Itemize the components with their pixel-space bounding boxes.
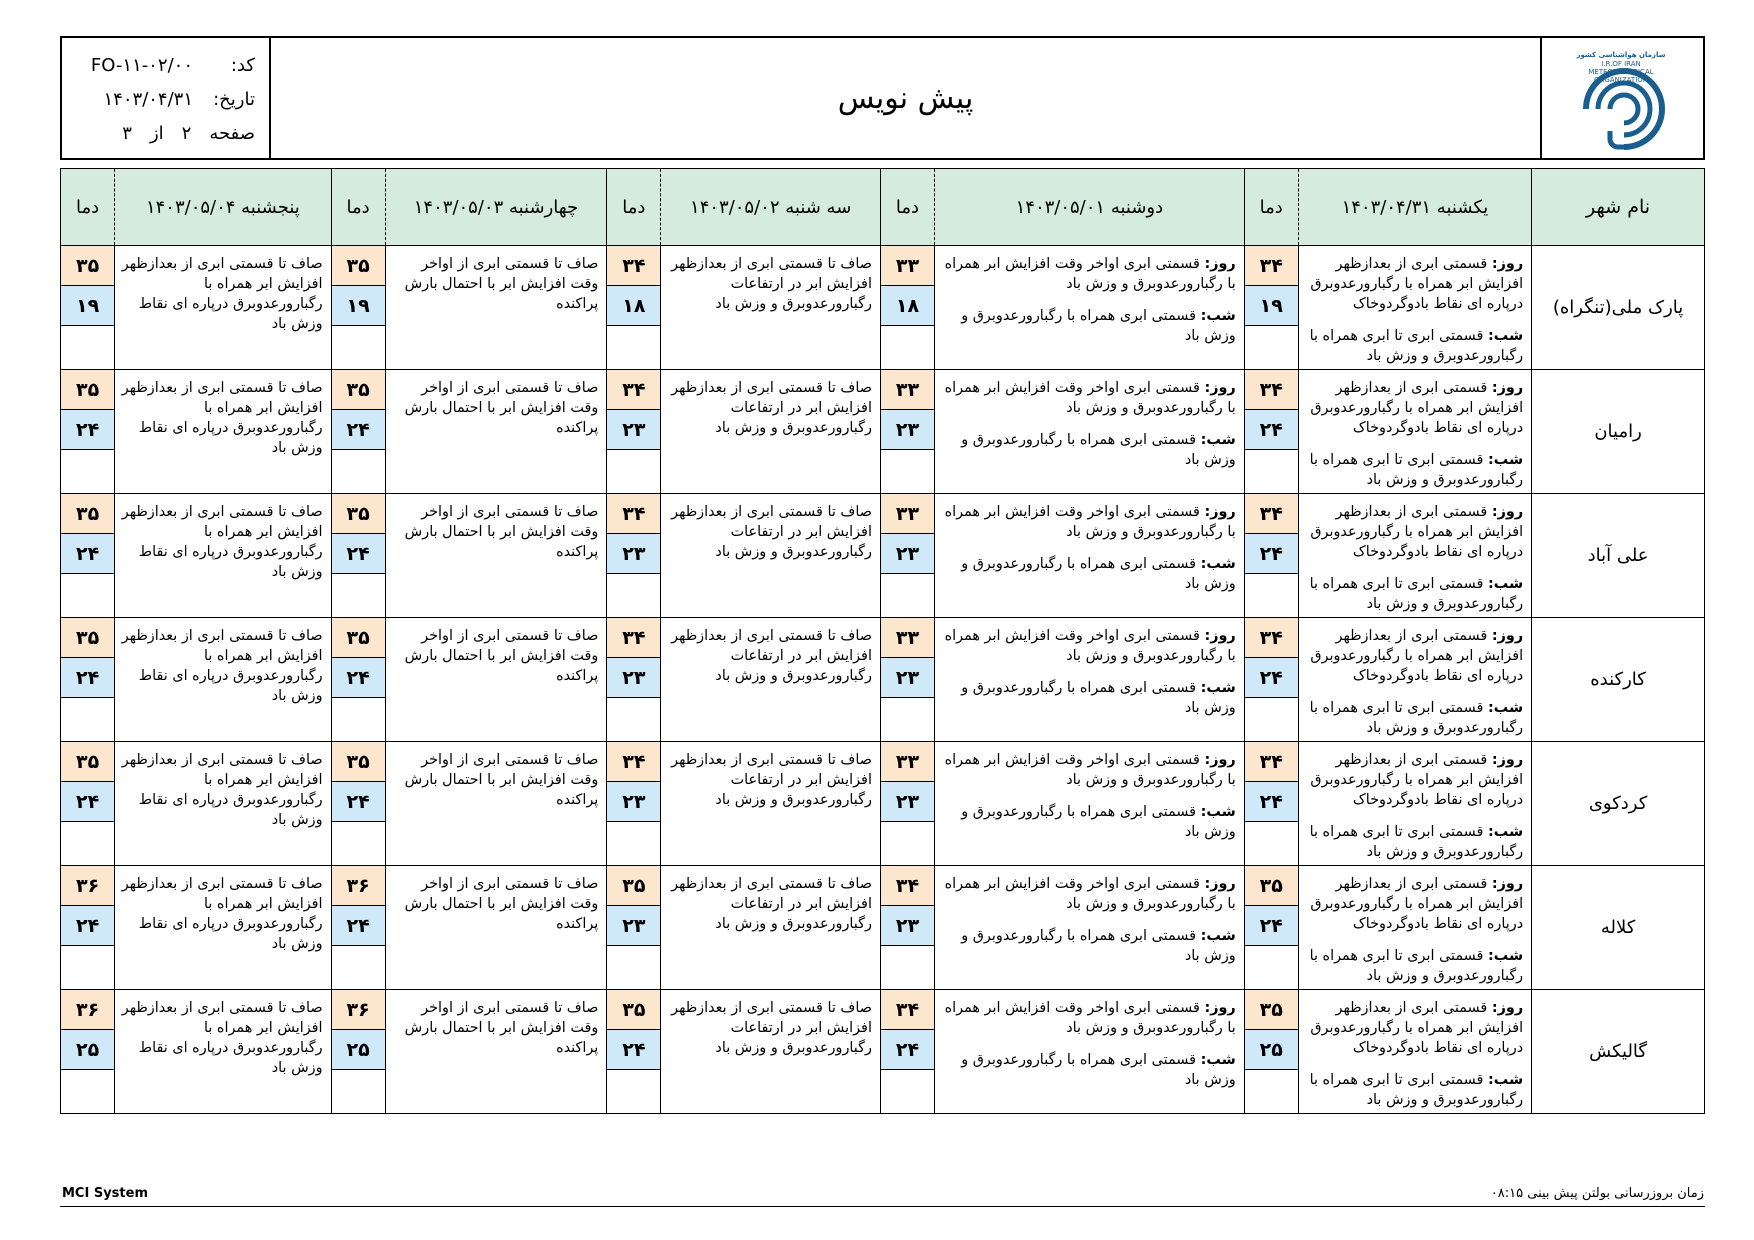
temp-column-header: دما: [607, 169, 661, 246]
temperature-cell: [1244, 990, 1298, 1114]
night-forecast-text: قسمتی ابری تا ابری همراه با رگبارورعدوبرق و وزش باد: [1309, 328, 1524, 364]
max-temp: ۳۵: [1245, 866, 1298, 906]
forecast-cell: [115, 990, 331, 1114]
night-forecast-text: قسمتی ابری همراه با رگبارورعدوبرق و وزش باد: [961, 308, 1236, 344]
min-temp: ۲۵: [332, 1030, 385, 1070]
max-temp: ۳۴: [1245, 370, 1298, 410]
min-temp: ۲۴: [332, 906, 385, 946]
min-temp: ۲۴: [1245, 782, 1298, 822]
forecast-text: صاف تا قسمتی ابری از بعدازظهر افزایش ابر در ارتفاعات رگبارورعدوبرق و وزش باد: [671, 1000, 872, 1056]
forecast-text: صاف تا قسمتی ابری از اواخر وقت افزایش ابر با احتمال بارش پراکنده: [404, 256, 599, 312]
update-label: زمان بروزرسانی بولتن پیش بینی: [1527, 1186, 1704, 1201]
day-forecast: [1305, 874, 1523, 934]
day-label: روز:: [1491, 628, 1524, 644]
night-forecast: [941, 554, 1236, 594]
min-temp: ۲۴: [607, 1030, 660, 1070]
table-row: [61, 866, 1705, 990]
forecast-cell: [385, 866, 607, 990]
max-temp: ۳۵: [1245, 990, 1298, 1030]
night-label: شب:: [1200, 928, 1236, 944]
temperature-cell: [331, 866, 385, 990]
night-label: شب:: [1200, 1052, 1236, 1068]
day-label: روز:: [1204, 628, 1236, 644]
night-forecast-text: قسمتی ابری همراه با رگبارورعدوبرق و وزش باد: [961, 680, 1236, 716]
temperature-cell: [1244, 494, 1298, 618]
forecast-text: صاف تا قسمتی ابری از اواخر وقت افزایش ابر با احتمال بارش پراکنده: [404, 504, 599, 560]
city-name: کردکوی: [1532, 742, 1705, 866]
max-temp: ۳۳: [881, 742, 934, 782]
forecast-cell: [935, 494, 1245, 618]
day-label: روز:: [1204, 504, 1236, 520]
forecast-text: صاف تا قسمتی ابری از اواخر وقت افزایش ابر با احتمال بارش پراکنده: [404, 380, 599, 436]
temperature-cell: [1244, 370, 1298, 494]
forecast-text: صاف تا قسمتی ابری از بعدازظهر افزایش ابر همراه با رگبارورعدوبرق درپاره ای نقاط وزش باد: [121, 380, 323, 456]
night-forecast-text: قسمتی ابری همراه با رگبارورعدوبرق و وزش باد: [961, 1052, 1236, 1088]
night-forecast-text: قسمتی ابری تا ابری همراه با رگبارورعدوبرق و وزش باد: [1309, 576, 1524, 612]
table-row: [61, 246, 1705, 370]
max-temp: ۳۵: [332, 742, 385, 782]
max-temp: ۳۵: [61, 742, 114, 782]
max-temp: ۳۴: [1245, 246, 1298, 286]
max-temp: ۳۵: [61, 370, 114, 410]
forecast-cell: [661, 742, 881, 866]
min-temp: ۲۴: [332, 534, 385, 574]
forecast-text: صاف تا قسمتی ابری از بعدازظهر افزایش ابر در ارتفاعات رگبارورعدوبرق و وزش باد: [671, 380, 872, 436]
day-column-header: پنجشنبه ۱۴۰۳/۰۵/۰۴: [115, 169, 331, 246]
city-name: علی آباد: [1532, 494, 1705, 618]
max-temp: ۳۵: [332, 246, 385, 286]
logo-cell: [1540, 38, 1703, 158]
forecast-cell: [1298, 866, 1531, 990]
min-temp: ۲۴: [1245, 410, 1298, 450]
min-temp: ۲۴: [61, 658, 114, 698]
max-temp: ۳۴: [607, 618, 660, 658]
table-row: [61, 370, 1705, 494]
temp-column-header: دما: [61, 169, 115, 246]
max-temp: ۳۳: [881, 370, 934, 410]
forecast-cell: [1298, 990, 1531, 1114]
min-temp: ۱۹: [61, 286, 114, 326]
temperature-cell: [1244, 866, 1298, 990]
night-label: شب:: [1200, 680, 1236, 696]
table-row: [61, 742, 1705, 866]
day-forecast-text: قسمتی ابری اواخر وقت افزایش ابر همراه با رگبارورعدوبرق و وزش باد: [944, 1000, 1236, 1036]
meteorological-organization-logo: [1548, 43, 1698, 153]
day-label: روز:: [1204, 256, 1236, 272]
temperature-cell: [331, 246, 385, 370]
forecast-cell: [1298, 370, 1531, 494]
max-temp: ۳۴: [607, 246, 660, 286]
night-forecast: [941, 430, 1236, 470]
min-temp: ۲۳: [607, 534, 660, 574]
day-forecast-text: قسمتی ابری اواخر وقت افزایش ابر همراه با رگبارورعدوبرق و وزش باد: [944, 752, 1236, 788]
day-column-header: چهارشنبه ۱۴۰۳/۰۵/۰۳: [385, 169, 607, 246]
temperature-cell: [880, 990, 934, 1114]
temperature-cell: [61, 494, 115, 618]
city-name: رامیان: [1532, 370, 1705, 494]
max-temp: ۳۴: [1245, 494, 1298, 534]
temperature-cell: [607, 866, 661, 990]
day-column-header: دوشنبه ۱۴۰۳/۰۵/۰۱: [935, 169, 1245, 246]
max-temp: ۳۶: [332, 866, 385, 906]
forecast-cell: [661, 618, 881, 742]
temperature-cell: [61, 246, 115, 370]
day-forecast-text: قسمتی ابری از بعدازظهر افزایش ابر همراه با رگبارورعدوبرق درپاره ای نقاط بادوگردوخاک: [1310, 1000, 1524, 1056]
night-forecast-text: قسمتی ابری همراه با رگبارورعدوبرق و وزش باد: [961, 928, 1236, 964]
day-forecast: [1305, 378, 1523, 438]
table-row: [61, 990, 1705, 1114]
forecast-cell: [115, 494, 331, 618]
temp-column-header: دما: [331, 169, 385, 246]
min-temp: ۲۳: [607, 658, 660, 698]
temperature-cell: [880, 742, 934, 866]
day-label: روز:: [1491, 1000, 1524, 1016]
system-label: MCI System: [62, 1186, 148, 1201]
day-forecast: [1305, 998, 1523, 1058]
forecast-cell: [115, 742, 331, 866]
night-forecast: [941, 802, 1236, 842]
temperature-cell: [61, 370, 115, 494]
max-temp: ۳۳: [881, 246, 934, 286]
min-temp: ۲۳: [607, 782, 660, 822]
night-forecast: [941, 1050, 1236, 1090]
code-row: [76, 48, 255, 82]
night-forecast-text: قسمتی ابری همراه با رگبارورعدوبرق و وزش باد: [961, 804, 1236, 840]
forecast-text: صاف تا قسمتی ابری از بعدازظهر افزایش ابر در ارتفاعات رگبارورعدوبرق و وزش باد: [671, 752, 872, 808]
min-temp: ۲۴: [1245, 658, 1298, 698]
document-meta: [62, 38, 271, 158]
day-forecast: [941, 254, 1236, 294]
date-value: ۱۴۰۳/۰۴/۳۱: [103, 88, 193, 110]
temperature-cell: [331, 742, 385, 866]
night-forecast: [1305, 574, 1523, 614]
forecast-cell: [115, 618, 331, 742]
night-label: شب:: [1487, 452, 1524, 468]
max-temp: ۳۴: [1245, 742, 1298, 782]
max-temp: ۳۶: [332, 990, 385, 1030]
night-forecast-text: قسمتی ابری تا ابری همراه با رگبارورعدوبرق و وزش باد: [1309, 700, 1524, 736]
temperature-cell: [607, 618, 661, 742]
page-number: ۲: [181, 122, 192, 144]
forecast-cell: [385, 618, 607, 742]
day-forecast: [941, 874, 1236, 914]
forecast-text: صاف تا قسمتی ابری از بعدازظهر افزایش ابر همراه با رگبارورعدوبرق درپاره ای نقاط وزش باد: [121, 876, 323, 952]
day-label: روز:: [1491, 752, 1524, 768]
max-temp: ۳۴: [1245, 618, 1298, 658]
page-row: [76, 116, 255, 150]
min-temp: ۲۴: [332, 410, 385, 450]
forecast-cell: [661, 990, 881, 1114]
date-label: تاریخ:: [213, 88, 255, 110]
temperature-cell: [607, 494, 661, 618]
day-forecast-text: قسمتی ابری از بعدازظهر افزایش ابر همراه با رگبارورعدوبرق درپاره ای نقاط بادوگردوخاک: [1310, 504, 1524, 560]
night-label: شب:: [1487, 1072, 1524, 1088]
forecast-cell: [385, 246, 607, 370]
temperature-cell: [607, 370, 661, 494]
min-temp: ۲۳: [881, 658, 934, 698]
night-forecast: [941, 306, 1236, 346]
day-forecast-text: قسمتی ابری از بعدازظهر افزایش ابر همراه با رگبارورعدوبرق درپاره ای نقاط بادوگردوخاک: [1310, 256, 1524, 312]
city-name: کلاله: [1532, 866, 1705, 990]
day-label: روز:: [1204, 1000, 1236, 1016]
max-temp: ۳۵: [61, 618, 114, 658]
forecast-text: صاف تا قسمتی ابری از بعدازظهر افزایش ابر همراه با رگبارورعدوبرق درپاره ای نقاط وزش باد: [121, 504, 323, 580]
day-label: روز:: [1491, 876, 1524, 892]
day-label: روز:: [1491, 504, 1524, 520]
temperature-cell: [880, 494, 934, 618]
temperature-cell: [61, 742, 115, 866]
day-forecast-text: قسمتی ابری اواخر وقت افزایش ابر همراه با رگبارورعدوبرق و وزش باد: [944, 876, 1236, 912]
temperature-cell: [1244, 742, 1298, 866]
page-of: از: [149, 122, 164, 144]
forecast-text: صاف تا قسمتی ابری از بعدازظهر افزایش ابر همراه با رگبارورعدوبرق درپاره ای نقاط وزش باد: [121, 628, 323, 704]
forecast-text: صاف تا قسمتی ابری از اواخر وقت افزایش ابر با احتمال بارش پراکنده: [404, 876, 599, 932]
forecast-cell: [935, 370, 1245, 494]
day-column-header: سه شنبه ۱۴۰۳/۰۵/۰۲: [661, 169, 881, 246]
code-label: کد:: [230, 54, 255, 76]
svg-text:سازمان هواشناسی کشور: سازمان هواشناسی کشور: [1576, 51, 1665, 59]
day-forecast-text: قسمتی ابری اواخر وقت افزایش ابر همراه با رگبارورعدوبرق و وزش باد: [944, 628, 1236, 664]
update-info: [1491, 1186, 1704, 1201]
forecast-cell: [115, 370, 331, 494]
city-column-header: نام شهر: [1532, 169, 1705, 246]
temperature-cell: [331, 990, 385, 1114]
night-forecast-text: قسمتی ابری همراه با رگبارورعدوبرق و وزش باد: [961, 432, 1236, 468]
temperature-cell: [1244, 618, 1298, 742]
max-temp: ۳۵: [332, 494, 385, 534]
forecast-cell: [935, 990, 1245, 1114]
min-temp: ۲۵: [1245, 1030, 1298, 1070]
city-name: پارک ملی(تنگراه): [1532, 246, 1705, 370]
update-time: ۰۸:۱۵: [1490, 1186, 1524, 1201]
night-label: شب:: [1487, 824, 1524, 840]
forecast-text: صاف تا قسمتی ابری از اواخر وقت افزایش ابر با احتمال بارش پراکنده: [404, 1000, 599, 1056]
city-name: کارکنده: [1532, 618, 1705, 742]
night-forecast: [1305, 450, 1523, 490]
night-label: شب:: [1487, 328, 1524, 344]
night-label: شب:: [1487, 576, 1524, 592]
min-temp: ۱۹: [1245, 286, 1298, 326]
document-header: [60, 36, 1705, 160]
max-temp: ۳۳: [881, 494, 934, 534]
svg-text:I.R.OF IRAN: I.R.OF IRAN: [1600, 60, 1641, 68]
night-label: شب:: [1200, 804, 1236, 820]
night-label: شب:: [1487, 700, 1524, 716]
forecast-cell: [661, 370, 881, 494]
max-temp: ۳۵: [61, 494, 114, 534]
forecast-cell: [115, 866, 331, 990]
temperature-cell: [61, 866, 115, 990]
night-forecast-text: قسمتی ابری همراه با رگبارورعدوبرق و وزش باد: [961, 556, 1236, 592]
min-temp: ۲۵: [61, 1030, 114, 1070]
day-forecast: [941, 378, 1236, 418]
day-label: روز:: [1491, 256, 1524, 272]
forecast-text: صاف تا قسمتی ابری از بعدازظهر افزایش ابر همراه با رگبارورعدوبرق درپاره ای نقاط وزش باد: [121, 752, 323, 828]
max-temp: ۳۴: [881, 866, 934, 906]
day-label: روز:: [1204, 876, 1236, 892]
svg-text:METEOROLOGICAL: METEOROLOGICAL: [1587, 68, 1654, 76]
night-forecast: [941, 678, 1236, 718]
city-name: گالیکش: [1532, 990, 1705, 1114]
day-forecast-text: قسمتی ابری اواخر وقت افزایش ابر همراه با رگبارورعدوبرق و وزش باد: [944, 504, 1236, 540]
max-temp: ۳۴: [881, 990, 934, 1030]
min-temp: ۲۴: [1245, 906, 1298, 946]
date-row: [76, 82, 255, 116]
table-row: [61, 618, 1705, 742]
forecast-text: صاف تا قسمتی ابری از بعدازظهر افزایش ابر همراه با رگبارورعدوبرق درپاره ای نقاط وزش باد: [121, 1000, 323, 1076]
temperature-cell: [607, 990, 661, 1114]
night-forecast-text: قسمتی ابری تا ابری همراه با رگبارورعدوبرق و وزش باد: [1309, 452, 1524, 488]
forecast-cell: [1298, 246, 1531, 370]
min-temp: ۲۳: [881, 782, 934, 822]
min-temp: ۲۳: [881, 906, 934, 946]
day-forecast-text: قسمتی ابری از بعدازظهر افزایش ابر همراه با رگبارورعدوبرق درپاره ای نقاط بادوگردوخاک: [1310, 628, 1524, 684]
temperature-cell: [1244, 246, 1298, 370]
title-cell: [271, 38, 1540, 158]
min-temp: ۲۴: [61, 534, 114, 574]
page-label: صفحه: [209, 122, 255, 144]
day-column-header: یکشنبه ۱۴۰۳/۰۴/۳۱: [1298, 169, 1531, 246]
min-temp: ۲۳: [607, 906, 660, 946]
forecast-text: صاف تا قسمتی ابری از بعدازظهر افزایش ابر در ارتفاعات رگبارورعدوبرق و وزش باد: [671, 256, 872, 312]
day-forecast-text: قسمتی ابری از بعدازظهر افزایش ابر همراه با رگبارورعدوبرق درپاره ای نقاط بادوگردوخاک: [1310, 380, 1524, 436]
night-forecast: [1305, 822, 1523, 862]
table-body: [61, 246, 1705, 1114]
night-forecast-text: قسمتی ابری تا ابری همراه با رگبارورعدوبرق و وزش باد: [1309, 948, 1524, 984]
day-forecast: [1305, 502, 1523, 562]
min-temp: ۱۹: [332, 286, 385, 326]
svg-text:ORGANIZATION: ORGANIZATION: [1593, 76, 1648, 84]
day-forecast: [1305, 750, 1523, 810]
max-temp: ۳۳: [881, 618, 934, 658]
forecast-cell: [661, 246, 881, 370]
forecast-text: صاف تا قسمتی ابری از اواخر وقت افزایش ابر با احتمال بارش پراکنده: [404, 628, 599, 684]
day-forecast-text: قسمتی ابری اواخر وقت افزایش ابر همراه با رگبارورعدوبرق و وزش باد: [944, 256, 1236, 292]
max-temp: ۳۴: [607, 370, 660, 410]
night-forecast: [1305, 946, 1523, 986]
temp-column-header: دما: [880, 169, 934, 246]
temperature-cell: [880, 246, 934, 370]
forecast-text: صاف تا قسمتی ابری از بعدازظهر افزایش ابر در ارتفاعات رگبارورعدوبرق و وزش باد: [671, 504, 872, 560]
forecast-table: [60, 168, 1705, 1114]
forecast-text: صاف تا قسمتی ابری از بعدازظهر افزایش ابر در ارتفاعات رگبارورعدوبرق و وزش باد: [671, 876, 872, 932]
forecast-cell: [385, 370, 607, 494]
min-temp: ۲۴: [332, 782, 385, 822]
temperature-cell: [880, 370, 934, 494]
footer-divider: [60, 1206, 1705, 1207]
night-forecast: [1305, 698, 1523, 738]
max-temp: ۳۶: [61, 990, 114, 1030]
forecast-cell: [115, 246, 331, 370]
max-temp: ۳۵: [332, 370, 385, 410]
min-temp: ۱۸: [607, 286, 660, 326]
night-label: شب:: [1200, 556, 1236, 572]
temperature-cell: [880, 866, 934, 990]
min-temp: ۲۴: [61, 906, 114, 946]
forecast-cell: [1298, 742, 1531, 866]
night-label: شب:: [1200, 432, 1236, 448]
day-label: روز:: [1204, 752, 1236, 768]
forecast-cell: [935, 246, 1245, 370]
min-temp: ۲۳: [881, 534, 934, 574]
temperature-cell: [331, 370, 385, 494]
max-temp: ۳۵: [61, 246, 114, 286]
table-row: [61, 494, 1705, 618]
max-temp: ۳۶: [61, 866, 114, 906]
forecast-cell: [385, 990, 607, 1114]
day-label: روز:: [1204, 380, 1236, 396]
day-forecast: [1305, 626, 1523, 686]
day-forecast: [941, 750, 1236, 790]
day-forecast: [941, 626, 1236, 666]
temperature-cell: [61, 990, 115, 1114]
max-temp: ۳۴: [607, 494, 660, 534]
night-forecast: [941, 926, 1236, 966]
min-temp: ۲۳: [607, 410, 660, 450]
min-temp: ۲۴: [332, 658, 385, 698]
code-value: FO-۱۱-۰۲/۰۰: [90, 54, 193, 76]
night-forecast: [1305, 1070, 1523, 1110]
forecast-cell: [935, 742, 1245, 866]
forecast-text: صاف تا قسمتی ابری از بعدازظهر افزایش ابر در ارتفاعات رگبارورعدوبرق و وزش باد: [671, 628, 872, 684]
min-temp: ۲۴: [61, 782, 114, 822]
max-temp: ۳۴: [607, 742, 660, 782]
forecast-cell: [385, 742, 607, 866]
forecast-cell: [1298, 618, 1531, 742]
page-title: پیش نویس: [837, 80, 974, 116]
temperature-cell: [331, 494, 385, 618]
temperature-cell: [607, 742, 661, 866]
temp-column-header: دما: [1244, 169, 1298, 246]
forecast-cell: [935, 618, 1245, 742]
forecast-cell: [1298, 494, 1531, 618]
temperature-cell: [880, 618, 934, 742]
night-forecast: [1305, 326, 1523, 366]
header-row: [61, 169, 1705, 246]
forecast-text: صاف تا قسمتی ابری از بعدازظهر افزایش ابر همراه با رگبارورعدوبرق درپاره ای نقاط وزش باد: [121, 256, 323, 332]
min-temp: ۱۸: [881, 286, 934, 326]
forecast-cell: [935, 866, 1245, 990]
day-forecast-text: قسمتی ابری از بعدازظهر افزایش ابر همراه با رگبارورعدوبرق درپاره ای نقاط بادوگردوخاک: [1310, 876, 1524, 932]
forecast-cell: [661, 494, 881, 618]
night-forecast-text: قسمتی ابری تا ابری همراه با رگبارورعدوبرق و وزش باد: [1309, 824, 1524, 860]
min-temp: ۲۳: [881, 410, 934, 450]
forecast-cell: [385, 494, 607, 618]
day-forecast: [1305, 254, 1523, 314]
max-temp: ۳۵: [607, 990, 660, 1030]
min-temp: ۲۴: [61, 410, 114, 450]
night-label: شب:: [1200, 308, 1236, 324]
max-temp: ۳۵: [607, 866, 660, 906]
page-total: ۳: [122, 122, 132, 144]
day-forecast: [941, 502, 1236, 542]
max-temp: ۳۵: [332, 618, 385, 658]
forecast-cell: [661, 866, 881, 990]
day-forecast: [941, 998, 1236, 1038]
min-temp: ۲۴: [1245, 534, 1298, 574]
day-forecast-text: قسمتی ابری اواخر وقت افزایش ابر همراه با رگبارورعدوبرق و وزش باد: [944, 380, 1236, 416]
forecast-text: صاف تا قسمتی ابری از اواخر وقت افزایش ابر با احتمال بارش پراکنده: [404, 752, 599, 808]
temperature-cell: [331, 618, 385, 742]
day-label: روز:: [1491, 380, 1524, 396]
min-temp: ۲۴: [881, 1030, 934, 1070]
night-label: شب:: [1487, 948, 1524, 964]
day-forecast-text: قسمتی ابری از بعدازظهر افزایش ابر همراه با رگبارورعدوبرق درپاره ای نقاط بادوگردوخاک: [1310, 752, 1524, 808]
temperature-cell: [61, 618, 115, 742]
temperature-cell: [607, 246, 661, 370]
night-forecast-text: قسمتی ابری تا ابری همراه با رگبارورعدوبرق و وزش باد: [1309, 1072, 1524, 1108]
